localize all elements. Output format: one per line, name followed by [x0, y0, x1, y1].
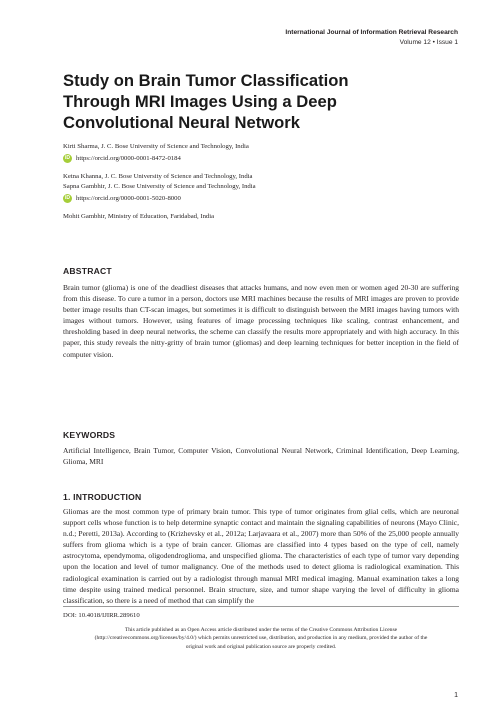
orcid-url: https://orcid.org/0000-0001-5020-8000 — [76, 194, 181, 202]
author-mohit-gambhir: Mohit Gambhir, Ministry of Education, Faridabad, India — [63, 213, 215, 220]
title-line: Convolutional Neural Network — [63, 113, 300, 132]
paper-title — [63, 70, 463, 133]
introduction-heading: 1. INTRODUCTION — [63, 492, 142, 502]
orcid-icon: iD — [65, 195, 70, 201]
title-line: Study on Brain Tumor Classification — [63, 71, 349, 90]
author-sapna-gambhir: Sapna Gambhir, J. C. Bose University of Science and Technology, India — [63, 183, 256, 190]
journal-volume: Volume 12 • Issue 1 — [399, 39, 458, 46]
journal-header — [285, 28, 458, 48]
orcid-link-kirti-sharma[interactable] — [63, 152, 463, 164]
footer-divider — [63, 606, 459, 607]
doi: DOI: 10.4018/IJIRR.289610 — [63, 612, 140, 619]
title-line: Through MRI Images Using a Deep — [63, 92, 337, 111]
journal-name: International Journal of Information Retrieval Research — [285, 29, 458, 36]
orcid-link-sapna-gambhir[interactable] — [63, 192, 463, 204]
orcid-icon: iD — [65, 155, 70, 161]
author-list — [63, 142, 463, 222]
keywords-text: Artificial Intelligence, Brain Tumor, Computer Vision, Convolutional Neural Network, Criminal Identification, Deep Learning, Glioma, MRI — [63, 446, 459, 467]
introduction-text: Gliomas are the most common type of primary brain tumor. This type of tumor originates from glial cells, which are neuronal support cells whose function is to help determine synaptic contact and maintain the signaling capabilities of neurons (Mayo Clinic, n.d.; Peretti, 2013a). According to (Krizhevsky et al., 2012a; Larjavaara et al., 2007) more than 50% of the 25,000 people annually suffers from glioma which is a type of brain cancer. Gliomas are classified into 4 types based on the type of cell, namely astrocytoma, ependymoma, oligodendroglioma, and unspecified glioma. The characteristics of each type of tumor vary depending upon the location and level of tumor malignancy. One of the methods used to detect glioma is radiological examination. This radiological examination is carried out by a radiologist through manual MRI medical imaging. Manual examination takes a long time despite using trained medical personnel. Brain structure, size, and tumor shape varying the level of difficulty in glioma classification, so there is a need of method that can simplify the — [63, 507, 459, 605]
abstract-heading: ABSTRACT — [63, 266, 112, 276]
abstract-text: Brain tumor (glioma) is one of the deadliest diseases that attacks humans, and now even men or women aged 20-30 are suffering from this disease. To cure a tumor in a person, doctors use MRI machines because the results of MRI images are proven to provide better image results than CT-scan images, but sometimes it is difficult to distinguish between the MRI images having tumors with images without tumors. However, using features of image processing techniques like scaling, contrast enhancement, and thresholding based in deep neural networks, the scheme can classify the results more appropriately and with high accuracy. In this paper, this study reveals the nitty-gritty of brain tumor (gliomas) and deep learning techniques for better inception in the field of computer vision. — [63, 283, 459, 359]
author-ketna-khanna: Ketna Khanna, J. C. Bose University of Science and Technology, India — [63, 173, 253, 180]
author-kirti-sharma: Kirti Sharma, J. C. Bose University of Science and Technology, India — [63, 143, 249, 150]
license-notice: This article published as an Open Access article distributed under the terms of the Creative Commons Attribution License (http://creativecommons.org/licenses/by/4.0/) which permits unrestricted use, distribution, and production in any medium, provided the author of the original work and original publication source are properly credited. — [94, 627, 428, 650]
orcid-url: https://orcid.org/0000-0001-8472-0184 — [76, 154, 181, 162]
page-number: 1 — [454, 692, 458, 699]
keywords-heading: KEYWORDS — [63, 430, 116, 440]
